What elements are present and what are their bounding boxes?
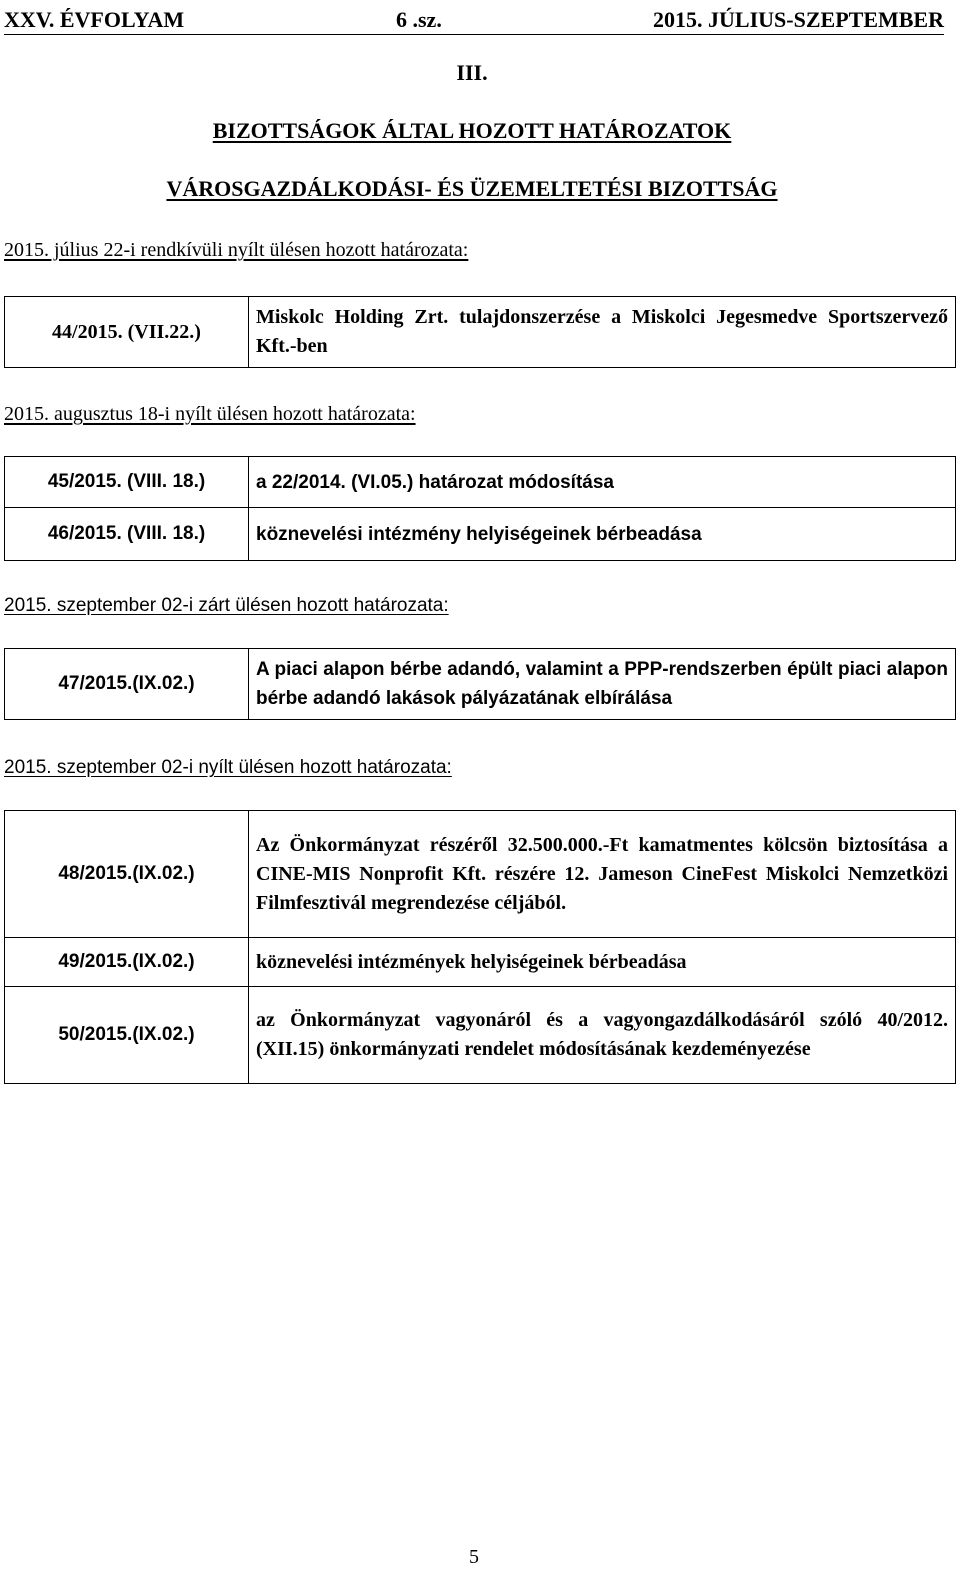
section-number: III. bbox=[456, 60, 488, 85]
resolution-text: a 22/2014. (VI.05.) határozat módosítása bbox=[249, 457, 956, 508]
table-row bbox=[5, 987, 956, 1084]
session-heading-2: 2015. augusztus 18-i nyílt ülésen hozott határozata: bbox=[4, 403, 416, 425]
issue-label: 6 .sz. bbox=[396, 7, 442, 32]
table-row bbox=[5, 297, 956, 368]
resolution-text: köznevelési intézmények helyiségeinek bérbeadása bbox=[249, 938, 956, 987]
period-label: 2015. JÚLIUS-SZEPTEMBER bbox=[653, 7, 944, 32]
resolution-number: 45/2015. (VIII. 18.) bbox=[5, 457, 249, 508]
table-row bbox=[5, 457, 956, 508]
resolution-text: Az Önkormányzat részéről 32.500.000.-Ft kamatmentes kölcsön biztosítása a CINE-MIS Nonprofit Kft. részére 12. Jameson CineFest Miskolci Nemzetközi Filmfesztivál megrendezése céljából. bbox=[249, 811, 956, 938]
table-row bbox=[5, 649, 956, 720]
section-title: BIZOTTSÁGOK ÁLTAL HOZOTT HATÁROZATOK bbox=[212, 118, 732, 143]
resolution-text: az Önkormányzat vagyonáról és a vagyongazdálkodásáról szóló 40/2012. (XII.15) önkormányzati rendelet módosításának kezdeményezése bbox=[249, 987, 956, 1084]
table-row bbox=[5, 811, 956, 938]
resolution-number: 49/2015.(IX.02.) bbox=[5, 938, 249, 987]
table-row bbox=[5, 508, 956, 561]
session-heading-1: 2015. július 22-i rendkívüli nyílt ülésen hozott határozata: bbox=[4, 239, 469, 261]
resolution-number: 47/2015.(IX.02.) bbox=[5, 649, 249, 720]
volume-label: XXV. ÉVFOLYAM bbox=[4, 7, 185, 32]
resolution-number: 50/2015.(IX.02.) bbox=[5, 987, 249, 1084]
session-heading-3: 2015. szeptember 02-i zárt ülésen hozott határozata: bbox=[4, 595, 449, 616]
resolution-table-3 bbox=[4, 648, 956, 720]
table-row bbox=[5, 938, 956, 987]
session-heading-4: 2015. szeptember 02-i nyílt ülésen hozott határozata: bbox=[4, 757, 452, 778]
resolution-text: köznevelési intézmény helyiségeinek bérbeadása bbox=[249, 508, 956, 561]
resolution-table-4 bbox=[4, 810, 956, 1084]
page-number: 5 bbox=[469, 1546, 479, 1568]
resolution-number: 44/2015. (VII.22.) bbox=[5, 297, 249, 368]
resolution-text: A piaci alapon bérbe adandó, valamint a PPP-rendszerben épült piaci alapon bérbe adandó lakások pályázatának elbírálása bbox=[249, 649, 956, 720]
committee-name: VÁROSGAZDÁLKODÁSI- ÉS ÜZEMELTETÉSI BIZOTTSÁG bbox=[166, 176, 778, 201]
resolution-number: 48/2015.(IX.02.) bbox=[5, 811, 249, 938]
resolution-table-2 bbox=[4, 456, 956, 561]
page-header bbox=[4, 6, 944, 35]
resolution-number: 46/2015. (VIII. 18.) bbox=[5, 508, 249, 561]
resolution-table-1 bbox=[4, 296, 956, 368]
resolution-text: Miskolc Holding Zrt. tulajdonszerzése a Miskolci Jegesmedve Sportszervező Kft.-ben bbox=[249, 297, 956, 368]
